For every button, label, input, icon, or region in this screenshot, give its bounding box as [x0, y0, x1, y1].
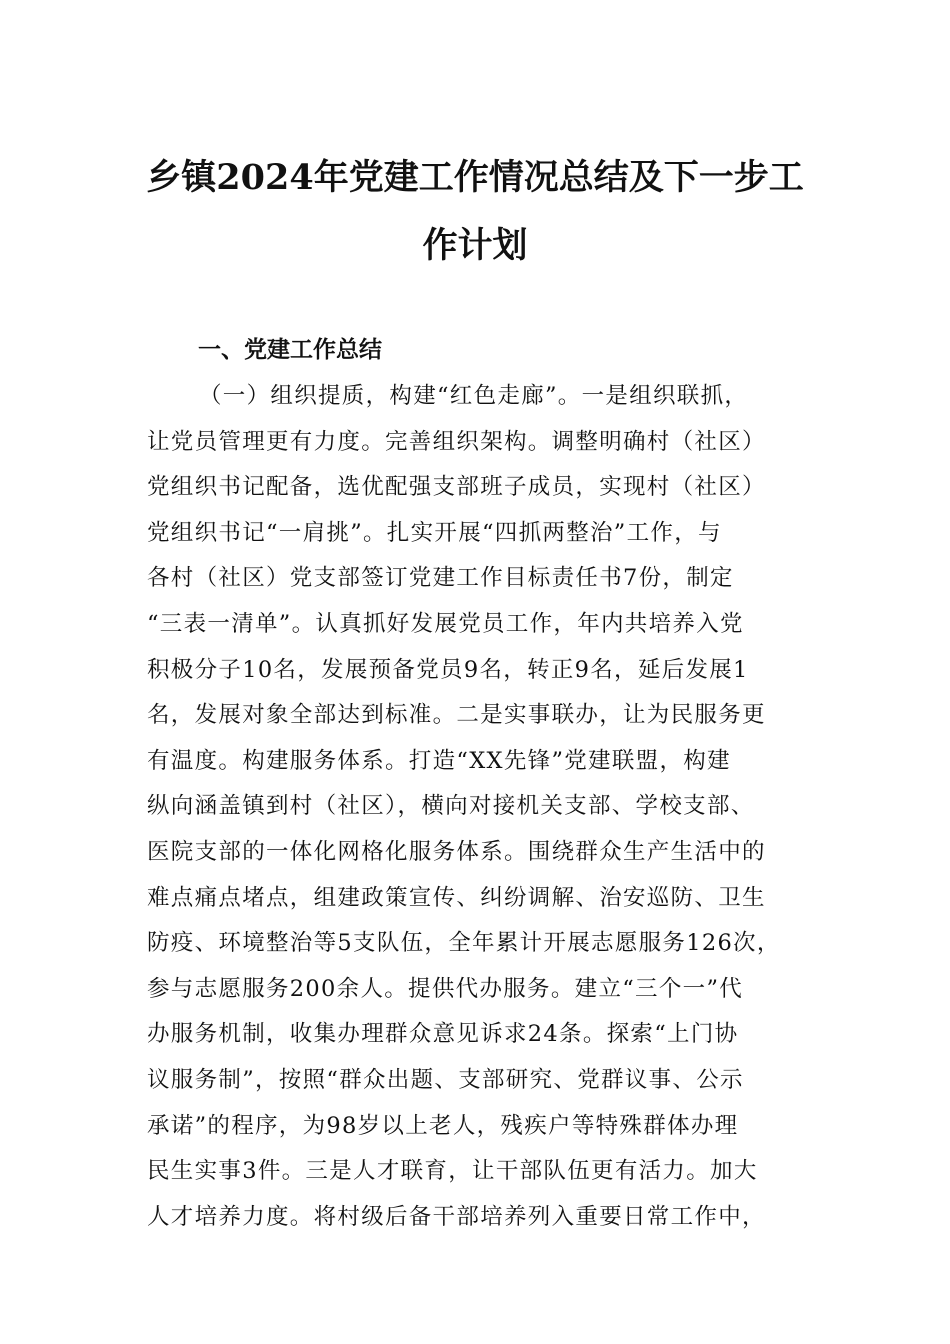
paragraph-line: 承诺”的程序，为98岁以上老人，残疾户等特殊群体办理	[147, 1112, 739, 1139]
paragraph-line: 防疫、环境整治等5支队伍，全年累计开展志愿服务126次，	[147, 930, 781, 957]
paragraph-line: 各村（社区）党支部签订党建工作目标责任书7份，制定	[147, 565, 734, 592]
paragraph-line: 党组织书记配备，选优配强支部班子成员，实现村（社区）	[147, 474, 766, 501]
paragraph-line: 纵向涵盖镇到村（社区），横向对接机关支部、学校支部、	[147, 793, 755, 820]
paragraph-line: （一）组织提质，构建“红色走廊”。一是组织联抓，	[199, 383, 749, 409]
paragraph-line: 名，发展对象全部达到标准。二是实事联办，让为民服务更	[147, 702, 766, 729]
paragraph-line: 积极分子10名，发展预备党员9名，转正9名，延后发展1	[147, 656, 749, 683]
paragraph-line: 难点痛点堵点，组建政策宣传、纠纷调解、治安巡防、卫生	[147, 884, 766, 911]
paragraph-line: 人才培养力度。将村级后备干部培养列入重要日常工作中，	[147, 1203, 766, 1230]
paragraph-line: 有温度。构建服务体系。打造“XX先锋”党建联盟，构建	[147, 747, 731, 774]
paragraph-line: 让党员管理更有力度。完善组织架构。调整明确村（社区）	[147, 428, 766, 455]
title-line-1: 乡镇2024年党建工作情况总结及下一步工	[146, 157, 804, 198]
document-title	[140, 150, 810, 274]
paragraph-line: 参与志愿服务200余人。提供代办服务。建立“三个一”代	[147, 975, 744, 1002]
paragraph-line: 党组织书记“一肩挑”。扎实开展“四抓两整治”工作，与	[147, 519, 722, 546]
paragraph-line: 议服务制”，按照“群众出题、支部研究、党群议事、公示	[147, 1066, 744, 1093]
paragraph-line: 办服务机制，收集办理群众意见诉求24条。探索“上门协	[147, 1021, 739, 1048]
paragraph-line: “三表一清单”。认真抓好发展党员工作，年内共培养入党	[147, 610, 744, 637]
section-heading: 一、党建工作总结	[198, 337, 382, 363]
title-line-2: 作计划	[422, 225, 528, 266]
paragraph-line: 医院支部的一体化网格化服务体系。围绕群众生产生活中的	[147, 838, 766, 865]
body-paragraph	[147, 374, 827, 1240]
paragraph-line: 民生实事3件。三是人才联育，让干部队伍更有活力。加大	[147, 1158, 758, 1185]
